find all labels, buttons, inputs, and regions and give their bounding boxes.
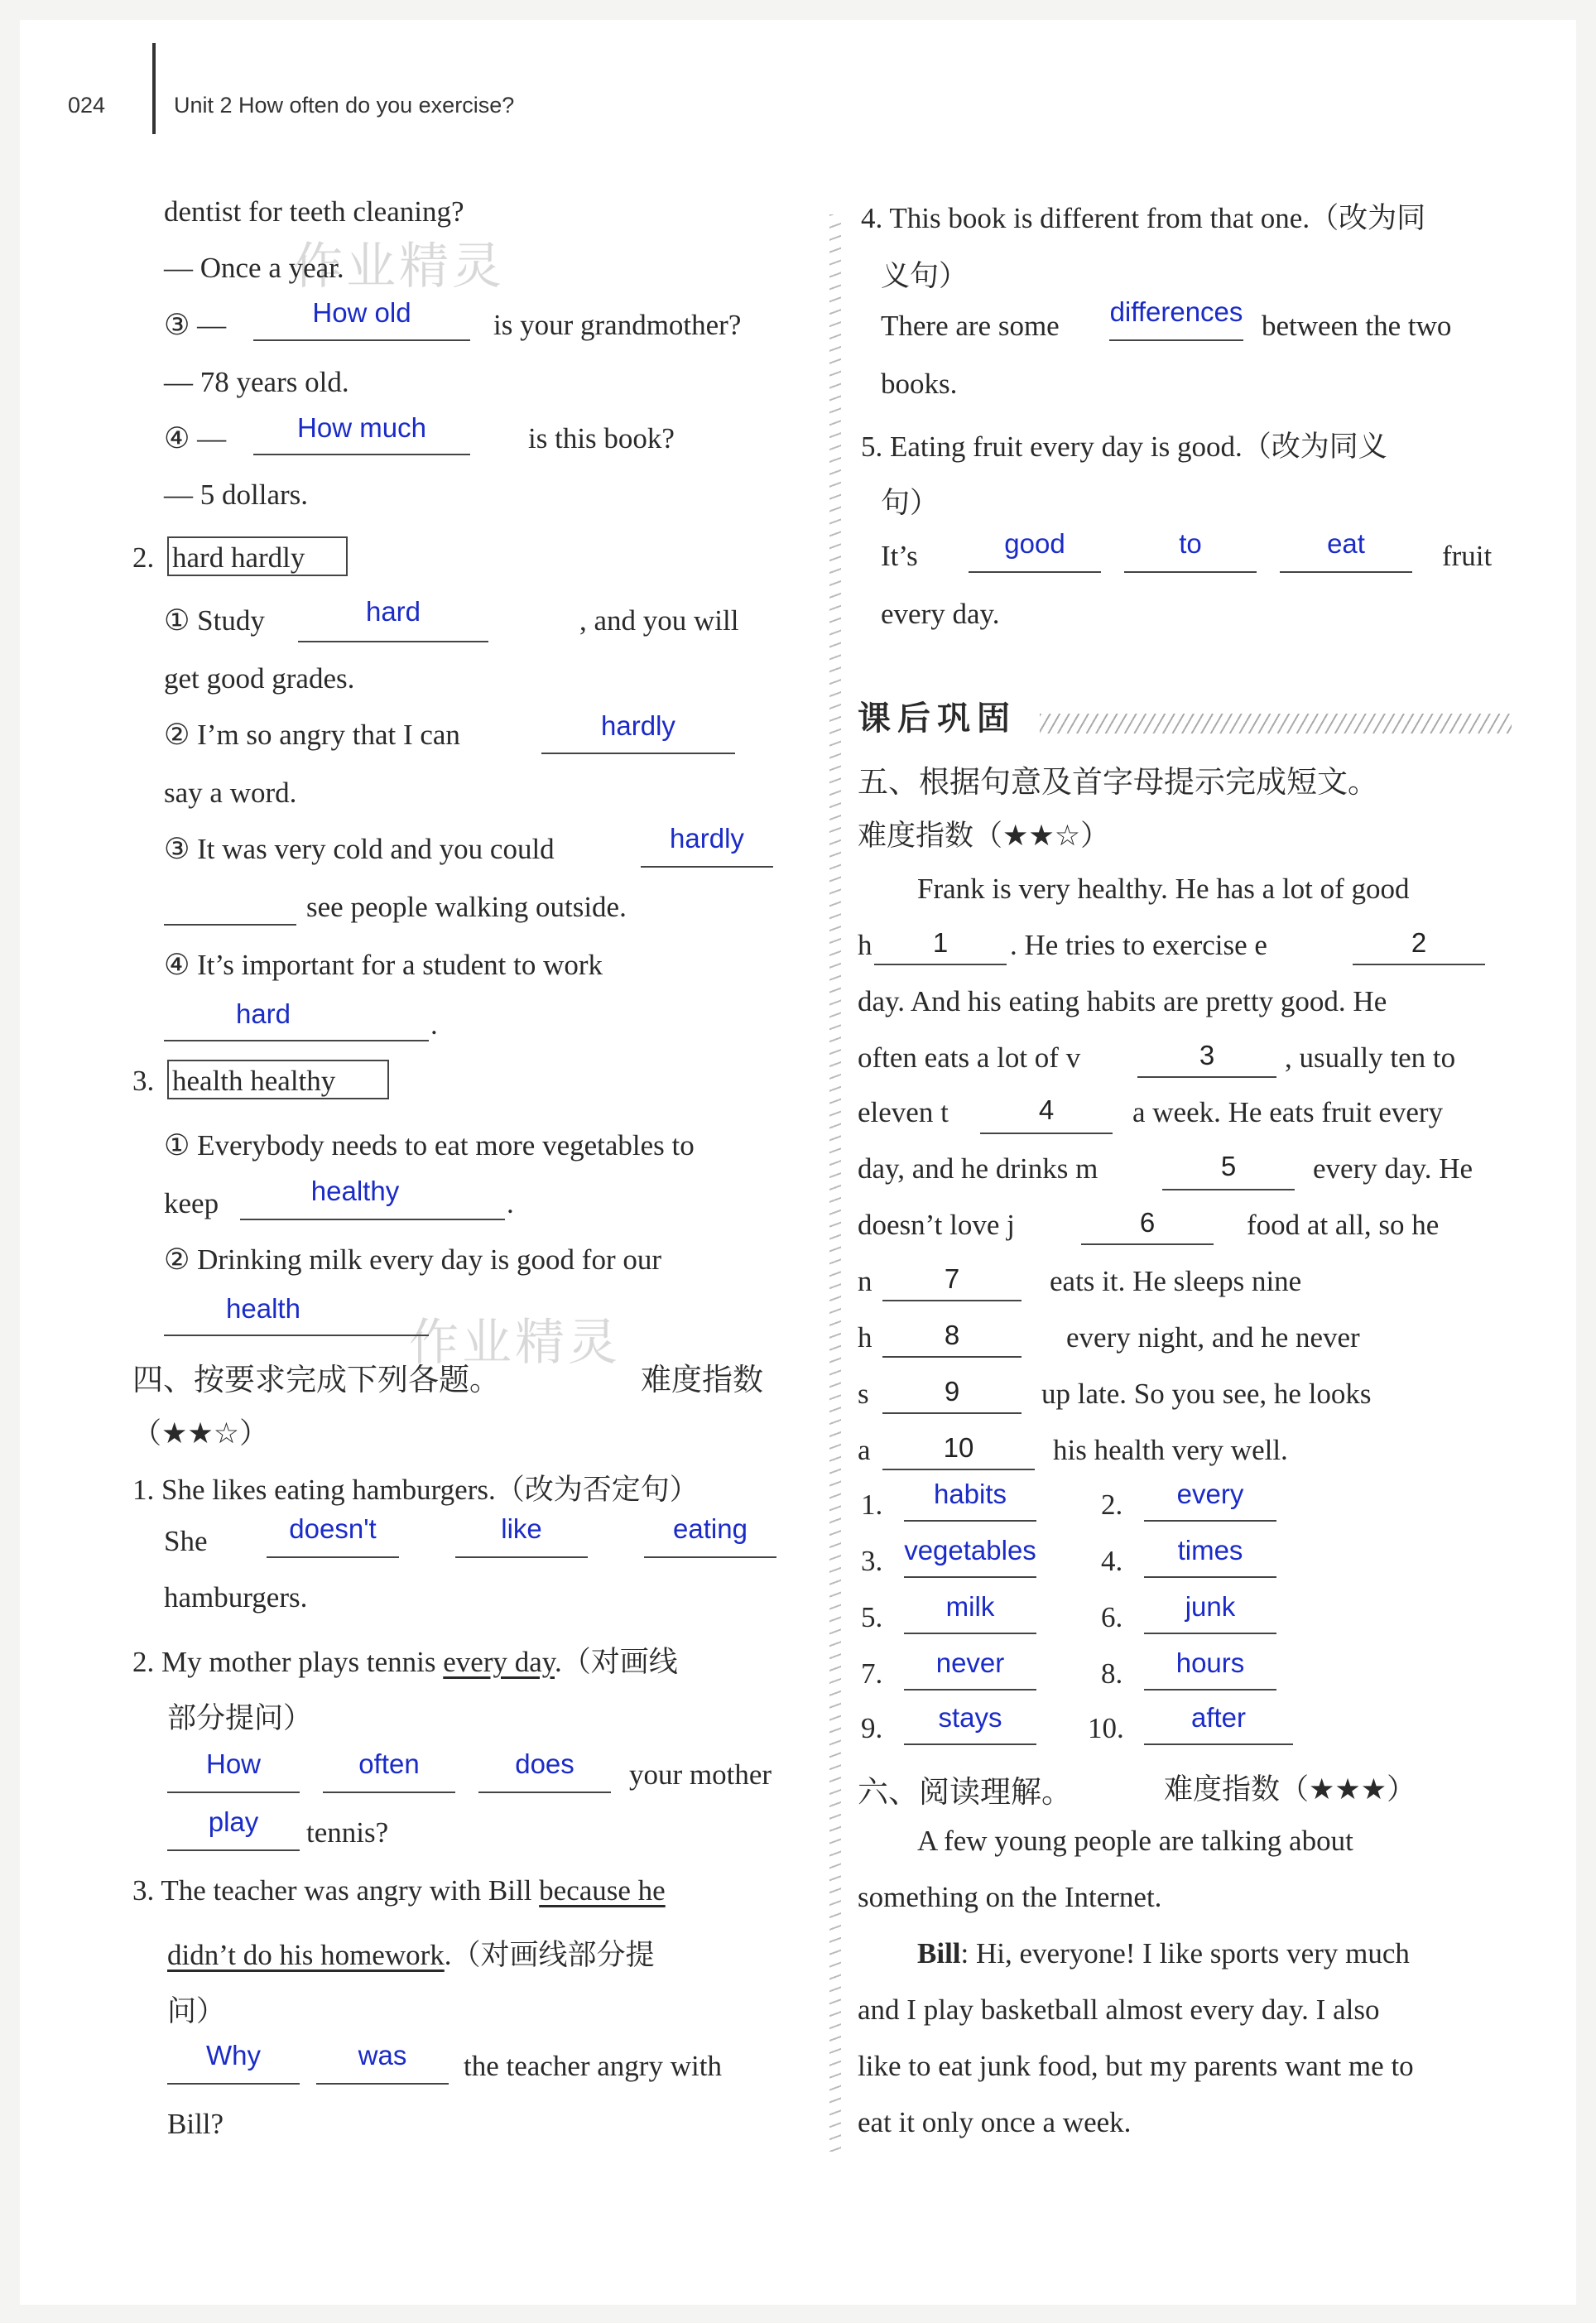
- answer: like: [501, 1513, 542, 1544]
- answer: often: [358, 1748, 420, 1779]
- blank-number: 1: [932, 927, 949, 958]
- word-box-text: health healthy: [172, 1065, 336, 1097]
- underlined-part: didn’t do his homework: [167, 1939, 445, 1971]
- answer-number: 10.: [1088, 1712, 1124, 1744]
- blank-line[interactable]: [478, 1792, 611, 1793]
- passage-line: , usually ten to: [1285, 1041, 1456, 1074]
- question-text: 2. My mother plays tennis: [132, 1646, 436, 1678]
- answer: vegetables: [904, 1535, 1036, 1566]
- blank-number: 2: [1411, 927, 1427, 958]
- text-line: ④ It’s important for a student to work: [164, 949, 603, 981]
- text-line: ③ It was very cold and you could: [164, 833, 555, 865]
- answer: hours: [1175, 1647, 1245, 1678]
- blank-line[interactable]: [167, 1849, 300, 1851]
- answer: How old: [312, 297, 411, 328]
- text-line: the teacher angry with: [464, 2050, 722, 2082]
- text-line: Bill?: [167, 2108, 224, 2140]
- passage-line: a: [858, 1434, 871, 1466]
- answer-number: 4.: [1101, 1545, 1123, 1577]
- blank-line[interactable]: [455, 1556, 588, 1558]
- passage-line: Frank is very healthy. He has a lot of good: [917, 873, 1410, 905]
- passage-line: something on the Internet.: [858, 1881, 1162, 1913]
- answer-number: 7.: [861, 1657, 883, 1690]
- text-line: ④ —: [164, 422, 227, 454]
- blank-line[interactable]: [1162, 1189, 1295, 1190]
- answer: every: [1176, 1479, 1244, 1509]
- text-line: ① Study: [164, 604, 265, 637]
- blank-number: 9: [944, 1376, 960, 1407]
- question-text: .（对画线: [555, 1646, 678, 1678]
- blank-line[interactable]: [1280, 571, 1412, 573]
- blank-line[interactable]: [1353, 964, 1485, 965]
- text-line: 义句）: [881, 260, 969, 292]
- blank-line[interactable]: [323, 1792, 455, 1793]
- title-hatch: [1040, 714, 1512, 733]
- difficulty-label: 难度指数（★★☆）: [858, 820, 1110, 853]
- page: [20, 20, 1576, 2305]
- blank-line[interactable]: [882, 1412, 1022, 1414]
- answer: doesn't: [289, 1513, 377, 1544]
- answer: never: [935, 1647, 1005, 1678]
- passage-line: every day. He: [1313, 1152, 1473, 1185]
- text-line: .: [507, 1187, 514, 1219]
- passage-line: his health very well.: [1053, 1434, 1288, 1466]
- answer: health: [226, 1293, 300, 1324]
- watermark: 作业精灵: [409, 1314, 621, 1372]
- text-line: keep: [164, 1187, 219, 1219]
- blank-line[interactable]: [980, 1133, 1113, 1134]
- blank-line[interactable]: [904, 1520, 1036, 1522]
- passage-text: : Hi, everyone! I like sports very much: [960, 1937, 1410, 1970]
- answer: hardly: [601, 710, 675, 741]
- passage-line: h: [858, 1321, 873, 1354]
- answer-number: 5.: [861, 1601, 883, 1633]
- passage-line: n: [858, 1265, 873, 1297]
- answer: does: [515, 1748, 574, 1779]
- text-line: is your grandmother?: [493, 309, 742, 341]
- page-number: 024: [68, 93, 106, 118]
- text-line: ② I’m so angry that I can: [164, 719, 460, 751]
- answer-number: 6.: [1101, 1601, 1123, 1633]
- blank-line[interactable]: [904, 1633, 1036, 1634]
- question: [167, 1932, 655, 1974]
- blank-line[interactable]: [253, 454, 470, 455]
- text-line: .: [430, 1008, 438, 1041]
- blank-line[interactable]: [298, 641, 488, 642]
- answer: play: [208, 1806, 259, 1837]
- watermark: 作业精灵: [293, 238, 505, 296]
- text-line: see people walking outside.: [306, 891, 627, 923]
- answer: hard: [235, 998, 291, 1029]
- blank-line[interactable]: [1144, 1633, 1276, 1634]
- text-line: fruit: [1442, 540, 1493, 572]
- blank-number: 10: [943, 1432, 974, 1463]
- answer: eating: [673, 1513, 748, 1544]
- passage-line: food at all, so he: [1247, 1209, 1440, 1241]
- text-line: , and you will: [579, 604, 739, 637]
- answer: hardly: [670, 823, 744, 854]
- answer: differences: [1109, 296, 1243, 327]
- passage-line: up late. So you see, he looks: [1041, 1378, 1372, 1410]
- blank-line[interactable]: [1144, 1689, 1276, 1691]
- header-rule: [152, 43, 156, 134]
- text-line: There are some: [881, 310, 1060, 342]
- underlined-part: because he: [539, 1874, 666, 1907]
- answer: How: [205, 1748, 262, 1779]
- text-line: tennis?: [306, 1816, 389, 1849]
- blank-line[interactable]: [1124, 571, 1257, 573]
- item-number: 3.: [132, 1065, 155, 1097]
- text-line: is this book?: [528, 422, 675, 454]
- text-line: ③ —: [164, 309, 227, 341]
- answer: stays: [938, 1702, 1002, 1733]
- passage-line: s: [858, 1378, 869, 1410]
- blank-line[interactable]: [882, 1469, 1035, 1470]
- answer-number: 8.: [1101, 1657, 1123, 1690]
- blank-line[interactable]: [904, 1576, 1036, 1578]
- answer-number: 3.: [861, 1545, 883, 1577]
- column-divider: [829, 214, 841, 2152]
- answer: healthy: [310, 1176, 400, 1206]
- passage-line: eats it. He sleeps nine: [1050, 1265, 1302, 1297]
- blank-line[interactable]: [904, 1689, 1036, 1691]
- text-line: 句）: [881, 487, 940, 519]
- text-line: get good grades.: [164, 662, 355, 695]
- passage-line: eleven t: [858, 1096, 949, 1128]
- answer: habits: [933, 1479, 1007, 1509]
- blank-line[interactable]: [1144, 1520, 1276, 1522]
- blank-line[interactable]: [904, 1743, 1036, 1745]
- text-line: books.: [881, 368, 958, 400]
- difficulty-label: 难度指数: [641, 1362, 763, 1397]
- blank-line[interactable]: [1144, 1576, 1276, 1578]
- passage-line: day, and he drinks m: [858, 1152, 1098, 1185]
- blank-line[interactable]: [253, 339, 470, 341]
- question: 4. This book is different from that one.（改为同: [861, 202, 1426, 234]
- answer-number: 9.: [861, 1712, 883, 1744]
- speaker-name: Bill: [917, 1937, 961, 1970]
- blank-line[interactable]: [969, 571, 1101, 573]
- passage-line: [917, 1937, 1410, 1970]
- text-line: It’s: [881, 540, 918, 572]
- blank-line[interactable]: [167, 1792, 300, 1793]
- blank-line[interactable]: [882, 1300, 1022, 1301]
- answer-number: 2.: [1101, 1489, 1123, 1521]
- section-6-title: 六、阅读理解。: [858, 1774, 1072, 1810]
- blank-line[interactable]: [541, 753, 735, 754]
- text-line: ① Everybody needs to eat more vegetables to: [164, 1129, 695, 1162]
- blank-line[interactable]: [267, 1556, 399, 1558]
- after-class-title: 课后巩固: [858, 700, 1017, 738]
- answer: was: [358, 2040, 407, 2070]
- text-line: 部分提问）: [167, 1702, 313, 1734]
- blank-number: 3: [1199, 1040, 1215, 1070]
- text-line: ② Drinking milk every day is good for our: [164, 1243, 661, 1276]
- answer: How much: [297, 412, 426, 443]
- question: [132, 1874, 666, 1907]
- text-line: She: [164, 1525, 208, 1557]
- blank-number: 6: [1139, 1207, 1156, 1238]
- blank-line[interactable]: [874, 964, 1007, 965]
- answer: good: [1004, 528, 1065, 559]
- unit-title: Unit 2 How often do you exercise?: [174, 93, 515, 118]
- blank-line[interactable]: [164, 1335, 429, 1336]
- blank-number: 5: [1220, 1151, 1237, 1181]
- text-line: — Once a year.: [164, 252, 344, 284]
- answer: Why: [206, 2040, 261, 2070]
- underlined-part: every day: [443, 1646, 555, 1678]
- text-line: — 78 years old.: [164, 366, 349, 398]
- item-number: 2.: [132, 541, 155, 574]
- blank-line[interactable]: [167, 2083, 300, 2085]
- blank-line[interactable]: [240, 1219, 505, 1220]
- passage-line: eat it only once a week.: [858, 2106, 1132, 2138]
- question-text: 3. The teacher was angry with Bill: [132, 1874, 532, 1907]
- text-line: between the two: [1262, 310, 1452, 342]
- passage-line: doesn’t love j: [858, 1209, 1015, 1241]
- answer: hard: [365, 596, 421, 627]
- question: 1. She likes eating hamburgers.（改为否定句）: [132, 1474, 699, 1506]
- blank-number: 8: [944, 1320, 960, 1350]
- blank-line[interactable]: [1109, 339, 1243, 341]
- passage-line: often eats a lot of v: [858, 1041, 1081, 1074]
- difficulty-stars: （★★☆）: [132, 1417, 269, 1450]
- text-line: your mother: [629, 1758, 772, 1791]
- passage-line: day. And his eating habits are pretty good. He: [858, 985, 1387, 1017]
- blank-line[interactable]: [1144, 1743, 1293, 1745]
- text-line: say a word.: [164, 777, 297, 809]
- answer: junk: [1185, 1591, 1236, 1622]
- section-5-title: 五、根据句意及首字母提示完成短文。: [858, 764, 1378, 800]
- passage-line: A few young people are talking about: [917, 1825, 1353, 1857]
- blank-line[interactable]: [164, 1040, 429, 1041]
- blank-line[interactable]: [882, 1356, 1022, 1358]
- passage-line: . He tries to exercise e: [1010, 929, 1267, 961]
- answer: milk: [945, 1591, 995, 1622]
- passage-line: and I play basketball almost every day. I also: [858, 1994, 1380, 2026]
- question-text: .（对画线部分提: [444, 1939, 655, 1971]
- question: 5. Eating fruit every day is good.（改为同义: [861, 430, 1387, 463]
- blank-line[interactable]: [316, 2083, 449, 2085]
- text-line: dentist for teeth cleaning?: [164, 195, 464, 228]
- blank-line[interactable]: [644, 1556, 776, 1558]
- text-line: 问）: [167, 1995, 226, 2027]
- answer: eat: [1327, 528, 1365, 559]
- blank-line[interactable]: [1081, 1243, 1214, 1245]
- answer: times: [1177, 1535, 1243, 1566]
- text-line: — 5 dollars.: [164, 479, 309, 511]
- passage-line: h: [858, 929, 873, 961]
- blank-number: 7: [944, 1263, 960, 1294]
- blank-number: 4: [1038, 1094, 1055, 1125]
- passage-line: a week. He eats fruit every: [1132, 1096, 1444, 1128]
- blank-line[interactable]: [1137, 1076, 1276, 1078]
- answer: to: [1179, 528, 1202, 559]
- answer-number: 1.: [861, 1489, 883, 1521]
- difficulty-label: 难度指数（★★★）: [1164, 1773, 1416, 1806]
- blank-line[interactable]: [164, 924, 296, 926]
- answer: after: [1190, 1702, 1247, 1733]
- word-box-text: hard hardly: [172, 541, 305, 574]
- passage-line: every night, and he never: [1066, 1321, 1360, 1354]
- text-line: every day.: [881, 598, 1000, 630]
- passage-line: like to eat junk food, but my parents want me to: [858, 2050, 1414, 2082]
- text-line: hamburgers.: [164, 1581, 308, 1614]
- blank-line[interactable]: [641, 866, 773, 868]
- question: [132, 1639, 678, 1681]
- section-4-title: 四、按要求完成下列各题。: [132, 1362, 500, 1397]
